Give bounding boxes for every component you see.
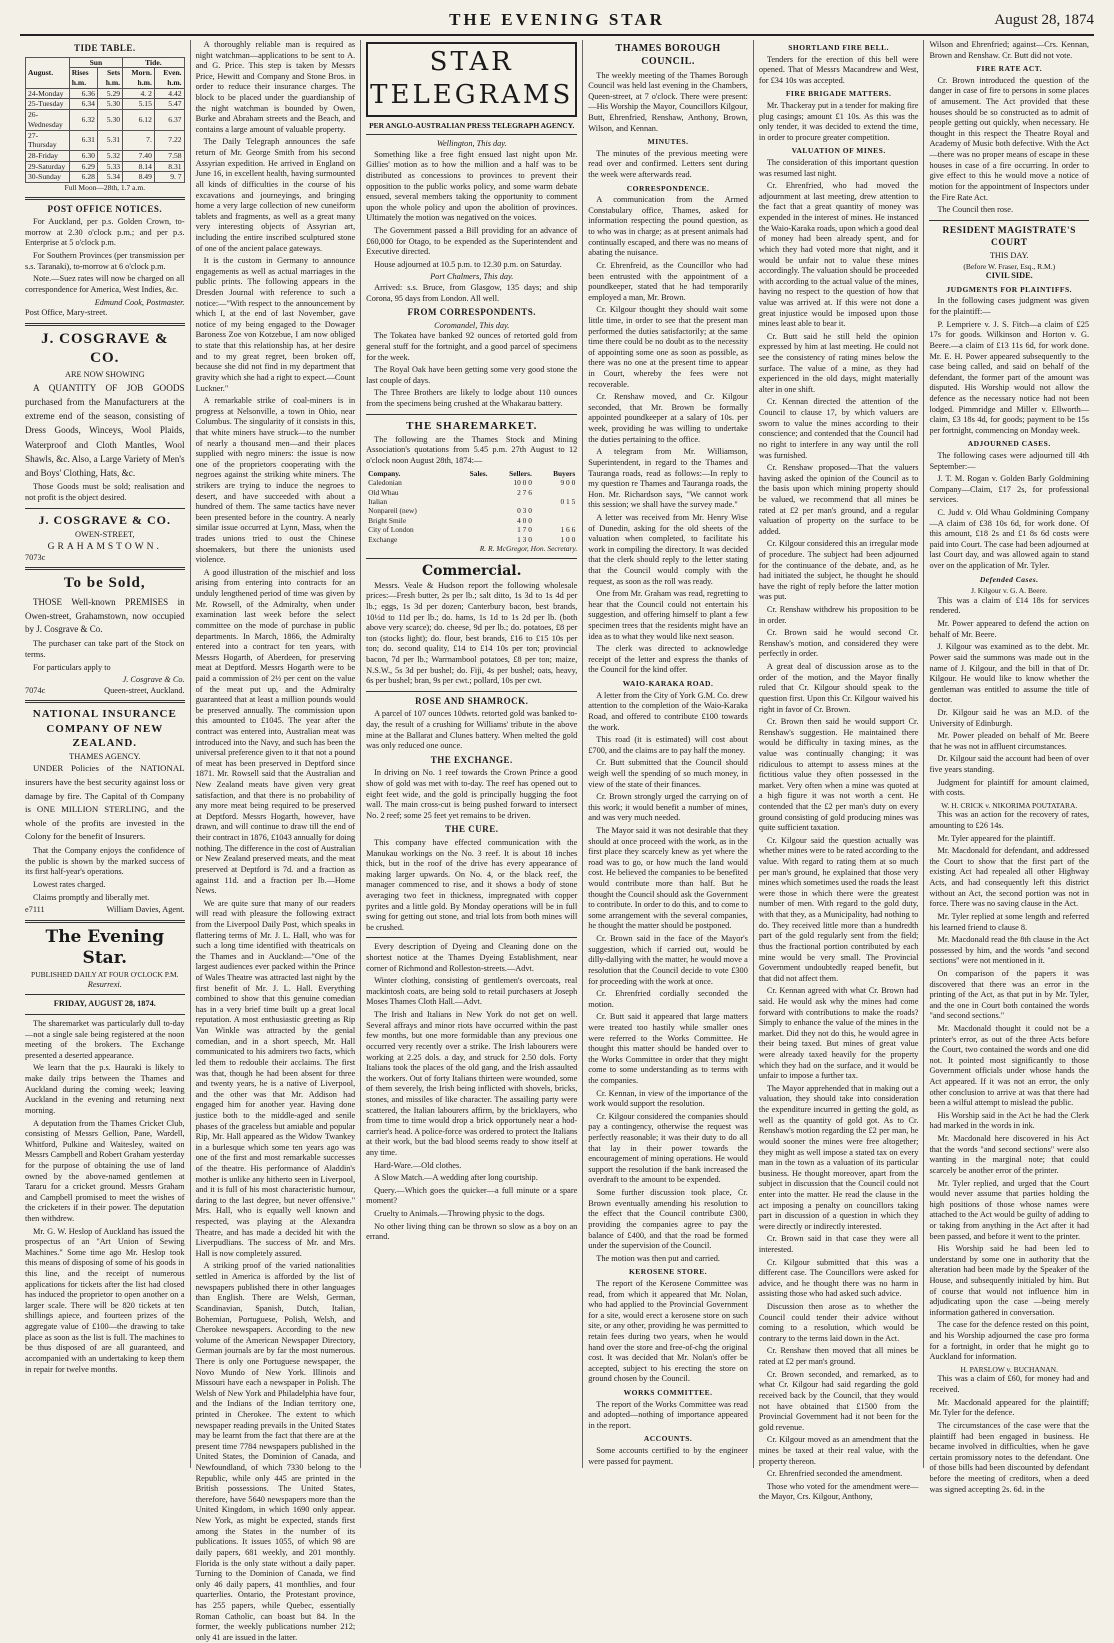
- tide-cell: 5.32: [97, 150, 122, 161]
- tide-col-august: August.: [26, 57, 70, 88]
- corr-6: A letter was received from Mr. Henry Wise of Dunedin, asking for the old sheets of the valuation when completed, to facilitate his work in compiling the directory. It was decided that the clerk should reply to the letter stating that the Council would comply with the request, as soon as the roll was ready.: [588, 512, 748, 586]
- share-table: [366, 469, 577, 545]
- tide-cell: 7.22: [154, 130, 184, 150]
- tide-cell: 5.29: [97, 88, 122, 99]
- joke-thrown: No other living thing can be thrown so slow as a boy on an errand.: [366, 1221, 578, 1242]
- sold-p3: For particulars apply to: [33, 662, 111, 672]
- evening-motto: Resurrexi.: [87, 979, 122, 989]
- tide-col-sun: Sun: [69, 57, 122, 68]
- share-cell: [453, 516, 489, 525]
- share-cell: [453, 478, 489, 487]
- c-3: Mr. Macdonald for defendant, and addressed the Court to show that the first part of the existing Act had repealed all other Highway Acts, and had consequently left this district without an Act, the second portion was not in force. There was no saving clause in the Act.: [929, 846, 1090, 909]
- share-cell: 1 0 0: [560, 534, 576, 544]
- coro-body3: The Three Brothers are likely to lodge about 110 ounces from the specimens being crushed at the Whakarau battery.: [366, 388, 578, 409]
- evening-sub: PUBLISHED DAILY AT FOUR O'CLOCK P.M.: [31, 970, 179, 980]
- joke-slow: A Slow Match.—A wedding after long courtship.: [374, 1173, 538, 1183]
- column-5: [754, 40, 925, 1502]
- works-1: The report of the Works Committee was read and adopted—nothing of importance appeared in the report.: [588, 1399, 748, 1430]
- share-cell: [453, 535, 489, 544]
- rose-body: A parcel of 107 ounces 10dwts. retorted gold was banked to-day, the result of a crushing for Williams' tribute in the above mine at the Ballarat and Clunes battery. When melted the gold was only reduced one ounce.: [366, 709, 578, 751]
- tide-heading: TIDE TABLE.: [73, 43, 136, 53]
- tide-cell: 8.14: [123, 161, 155, 172]
- tide-cell: 5.31: [97, 130, 122, 150]
- joke-hardware: Hard-Ware.—Old clothes.: [374, 1160, 462, 1170]
- commercial-head: Commercial.: [421, 562, 522, 579]
- tide-cell: 30-Sunday: [26, 172, 70, 183]
- val-21: Those who voted for the amendment were—the Mayor, Crs. Kilgour, Anthony,: [758, 1481, 919, 1502]
- c-5: Mr. Macdonald read the 8th clause in the Act possessed by him, and the words "and second sections" were not mentioned in it.: [929, 935, 1090, 966]
- share-row: [366, 497, 577, 506]
- waio-1: A letter from the City of York G.M. Co. drew attention to the completion of the Waio-Karaka Road, and offered to contribute £100 towards the work.: [588, 690, 748, 732]
- column-4: [583, 40, 754, 1468]
- corr-8: The clerk was directed to acknowledge receipt of the letter and express the thanks of the Council for the kind offer.: [588, 644, 748, 675]
- share-cell: 0 1 5: [560, 496, 576, 506]
- val-13: The Mayor apprehended that in making out a valuation, they should take into consideration the expenditure incurred in getting the gold, as well as the quantity of gold got. As to Cr. Renshaw's motion regarding the £2 per man, he would sooner the mines were free altogether; they might as well impose a stated tax on every man in the town as a valuation of its particular business. He thought moreover, apart from the subject in discussion that the Council could not enter into the matter. He read the clause in the act imposing a penalty on councillors taking part in discussion of a question in which they were directly or indirectly interested.: [758, 1083, 919, 1231]
- masthead-title: THE EVENING STAR: [449, 10, 665, 29]
- post-p3: Note.—Suez rates will now be charged on all correspondence for America, West Indies, &c.: [25, 274, 185, 294]
- d-4: Dr. Kilgour said he was an M.D. of the University of Edinburgh.: [929, 707, 1090, 728]
- case2-head: W. H. CRICK v. NIKORIMA POUTATARA.: [941, 800, 1078, 810]
- exch-body: In driving on No. 1 reef towards the Crown Prince a good show of gold was met with to-day. The reef has opened out to eight feet wide, and the gold is principally hugging the foot wall. The main cross-cut is being pushed forward to intersect No. 2 reef; some 25 feet yet remains to be driven.: [366, 768, 578, 820]
- kero-head: KEROSENE STORE.: [628, 1267, 708, 1277]
- sold-ref: 7074c: [25, 685, 46, 695]
- rate-1: Cr. Brown introduced the question of the danger in case of fire to persons in some places of amusement. The Act provided that these houses should be so constructed as to admit of people getting out quickly, when necessary. He thought in this respect the Theatre Royal and Academy of Music both defective. With the Act—there was no proper means of escape in these houses in case of a fire occurring. In order to give effect to this he would move a notice of motion for the appointment of Inspectors under the Fire Rate Act.: [929, 75, 1090, 202]
- adj-head: ADJOURNED CASES.: [967, 439, 1051, 449]
- val-19: Cr. Kilgour moved as an amendment that the mines be taxed at their real value, with the property thereon.: [758, 1435, 919, 1466]
- masthead: [20, 8, 1094, 36]
- waio-4: Cr. Brown strongly urged the carrying on of this work; it would benefit a number of mines, and was very much needed.: [588, 792, 748, 823]
- share-cell: 1 7 0: [517, 525, 532, 535]
- j-1: In the following cases judgment was given for the plaintiff:—: [929, 296, 1090, 317]
- val-head: VALUATION OF MINES.: [791, 146, 886, 156]
- d-7: Judgment for plaintiff for amount claimed, with costs.: [929, 777, 1090, 798]
- agency-line: PER ANGLO-AUSTRALIAN PRESS TELEGRAPH AGENCY.: [369, 120, 575, 130]
- star-telegrams-banner: [366, 42, 577, 117]
- share-col-sales: Sales.: [469, 468, 488, 478]
- tide-cell: 4.42: [154, 88, 184, 99]
- fb-1: Tenders for the erection of this bell were opened. That of Messrs Macandrew and West, for £34 10s was accepted.: [758, 54, 919, 85]
- tide-row: [26, 161, 185, 172]
- d-3: J. Kilgour was examined as to the debt. Mr. Power said the summons was made out in the name of J. Kilgour, and the bill in that of Dr. Kilgour. He would like to know whether the gentleman was entitled to assume the title of doctor.: [929, 642, 1090, 705]
- val-15: Cr. Kilgour submitted that this was a different case. The Councillors were asked for advice, and he thought there was no harm in assisting those who had asked such advice.: [758, 1257, 919, 1299]
- evening-title: The Evening Star.: [45, 926, 165, 969]
- civil-side: CIVIL SIDE.: [985, 271, 1033, 281]
- works-head: WORKS COMMITTEE.: [623, 1388, 713, 1398]
- tide-cell: 27-Thursday: [26, 130, 70, 150]
- corr-2: Cr. Ehrenfreid, as the Councillor who had been entrusted with the appointment of a poundkeeper, stated that he had temporarily employed a man, Mr. Brown.: [588, 260, 748, 302]
- tide-cell: 6.28: [69, 172, 97, 183]
- coro-body: The Tokatea have banked 92 ounces of retorted gold from general stuff for the fortnight, and a good parcel of specimens for the week.: [366, 331, 578, 362]
- tide-cell: 5.33: [97, 161, 122, 172]
- c-8: His Worship said in the Act he had the Clerk had marked in the words in ink.: [929, 1110, 1090, 1131]
- judg-head: JUDGMENTS FOR PLAINTIFFS.: [946, 284, 1073, 294]
- post-sig: Edmund Cook, Postmaster.: [94, 297, 185, 307]
- waio-9: Cr. Kennan, in view of the importance of the work would support the resolution.: [588, 1088, 748, 1109]
- commercial-body: Messrs. Veale & Hudson report the following wholesale prices:—Fresh butter, 2s per lb.; salt ditto, 1s 3d to 1s 4d per lb.; eggs, 1s 3d per dozen; Canterbury bacon, best brands, 10½d to 11d per lb.; do. hams, 1s 1d to 1s 2d per lb. (both above very scarce); do. cheese, 9d per lb.; do. potatoes, £8 per ton (stocks light); do. flour, best brands, £16 to £15 10s per ton; do. second quality, £14 to £14 10s per ton; provincial bacon, 7d per lb.; Warrnambool potatoes, £8 per ton; maize, N.S.W., 5s 3d per bushel; do. Fiji, 4s per bushel; oats, heavy, 6s per bushel; bran, 9s per cwt.; pollard, 10s per cwt.: [366, 580, 578, 686]
- share-row: [366, 488, 577, 497]
- tide-cell: 5.47: [154, 99, 184, 110]
- val-20: Cr. Ehrenfried seconded the amendment.: [766, 1469, 903, 1479]
- c-1: This was an action for the recovery of rates, amounting to £26 14s.: [929, 810, 1090, 831]
- evening-p3: A deputation from the Thames Cricket Club, consisting of Messrs Gellion, Pane, Wardell, Whitford, Pulkine and Waitesley, waited on Messrs Campbell and Robert Graham yesterday for the purpose of obtaining the use of land owned by the above-named gentlemen at Tararu for a cricket ground. Messrs Graham and Campbell promised to meet the wishes of the cricketers if in their power. The deputation then withdrew.: [25, 1118, 185, 1223]
- waio-8: Cr. Butt said it appeared that large matters were treated too hastily while smaller ones were referred to the Works Committee. He thought this matter should be handed over to the Works Committee in order that they might come to some understanding as to terms with the companies.: [588, 1012, 748, 1085]
- wel-body2: The Government passed a Bill providing for an advance of £60,000 for Otago, to be expended as the Superintendent and Executive directed.: [366, 226, 578, 257]
- column-6: [924, 40, 1094, 1494]
- val-16: Discussion then arose as to whether the Council could tender their advice without coming to a resolution, which would be contrary to the terms laid down in the Act.: [758, 1302, 919, 1343]
- joke-cruelty: Cruelty to Animals.—Throwing physic to the dogs.: [374, 1209, 545, 1219]
- share-head: THE SHAREMARKET.: [406, 419, 538, 432]
- post-addr: Post Office, Mary-street.: [25, 308, 108, 318]
- share-cell: 9 0 0: [560, 478, 576, 488]
- val-17: Cr. Renshaw then moved that all mines be rated at £2 per man's ground.: [758, 1346, 919, 1367]
- coro-body2: The Royal Oak have been getting some very good stone the last couple of days.: [366, 365, 578, 385]
- share-cell: 2 7 6: [517, 487, 532, 497]
- vote-result: Wilson and Ehrenfried; against—Crs. Kennan, Brown and Renshaw. Cr. Butt did not vote.: [929, 40, 1090, 60]
- case3-head: H. PARSLOW v. BUCHANAN.: [960, 1364, 1058, 1374]
- c-2: Mr. Tyler appeared for the plaintiff.: [937, 833, 1056, 843]
- insurance-p4: Claims promptly and liberally met.: [33, 892, 150, 902]
- val-2: Cr. Ehrenfried, who had moved the adjournment at last meeting, drew attention to the fact that a great quantity of money was expended in the interest of mines. He instanced the Waio-Karaka roads, upon which a good deal of money had been already spent, and for which they had voted more that night, and it would be unfair not to value these mines accordingly. The valuation should be proceeded with according to the actual value of the mines, having no respect to the question of how that value was arrived at. If this were not done a great injustice would be imposed upon those mines least able to bear it.: [758, 181, 919, 329]
- e-3: The circumstances of the case were that the plaintiff had been engaged in business. He became involved in difficulties, when he gave certain promissory notes to the defendant. One of those bills had been discounted by defendant before the meeting of creditors, when a deed was signed accepting 2s. 6d. in the: [929, 1420, 1090, 1494]
- share-cell: [453, 525, 489, 534]
- corr-1: A communication from the Armed Constabulary office, Thames, asked for information respecting the pound question, as to who was in charge; as at present animals had continually escaped, and there was no means of abating the nuisance.: [588, 195, 748, 258]
- tide-col-sets: Sets h.m.: [97, 68, 122, 88]
- cosgrave-sub: ARE NOW SHOWING: [64, 370, 145, 380]
- corr-3: Cr. Kilgour thought they should wait some little time, in order to see that the present man performed the duties satisfactorily; at the same time there could be no doubt as to the necessity of appointing some one as soon as possible, as there was no one at the present time to appear in Court, whereby the fees were not recoverable.: [588, 305, 748, 389]
- share-col-company: Company.: [368, 468, 401, 478]
- c-7: Mr. Macdonald thought it could not be a printer's error, as out of the three Acts before the Court, two contained the words and one did not. It pointed most significantly to those Government officials under whose hands the Act appeared. If it was not an error, the only other conclusion to arrive at was that there had been a wilful attempt to mislead the public.: [929, 1024, 1090, 1108]
- minutes-head: MINUTES.: [647, 137, 689, 147]
- irish-story: The Irish and Italians in New York do not get on well. Several affrays and minor riots have occurred within the past few months, but one more formidable than any previous one occurred very recently over a strike. The Irish labourers were working at 2.25 dols. a day, and struck for 2.50 dols. Forty Italians took the places of the old gang, and the Irish assaulted the workers. Out of forty Italians thirteen were wounded, some of them severely, the Irish being inflicted with shovels, bricks, stones, and missiles of like character. The assailing party were scattered, the Italian labourers affirm, by the bricklayers, who from time to time would drop a brick opportunely near a hod-carrier's head. A police-force was ordered to protect the Italians at their work, but the bad blood seems ready to show itself at any time.: [366, 1010, 578, 1157]
- fbm-head: FIRE BRIGADE MATTERS.: [785, 89, 892, 99]
- c-10: Mr. Tyler replied, and urged that the Court would never assume that parties holding the high positions of those whose names were attached to the Act would be guilty of adding to or taking from anything in the Act after it had been passed, and before it went to the printer.: [929, 1178, 1090, 1241]
- pc-body: Arrived: s.s. Bruce, from Glasgow, 135 days; and ship Corona, 95 days from London. All well.: [366, 283, 578, 303]
- cosgrave-note: Those Goods must be sold; realisation and not profit is the object desired.: [25, 482, 185, 503]
- share-cell: [490, 497, 534, 506]
- evening-p1: The sharemarket was particularly dull to-day—not a single sale being registered at the noon meeting of the brokers. The Exchange presented a deserted appearance.: [25, 1019, 185, 1060]
- tide-cell: 5.30: [97, 99, 122, 110]
- share-col-buyers: Buyers: [553, 468, 576, 478]
- acc-1: Some accounts certified to by the engineer were passed for payment.: [588, 1446, 748, 1466]
- share-cell: 1 6 6: [560, 525, 576, 535]
- waio-2: This road (it is estimated) will cost about £700, and the claims are to pay half the money.: [588, 735, 748, 755]
- d-5: Mr. Power pleaded on behalf of Mr. Beere that he was not in affluent circumstances.: [929, 731, 1090, 751]
- minutes: The minutes of the previous meeting were read over and confirmed. Letters sent during the week were afterwards read.: [588, 148, 748, 180]
- column-2: [191, 40, 362, 1642]
- col2-p4: A remarkable strike of coal-miners is in progress at Nelsonville, a town in Ohio, near Columbus. The singularity of it consists in this, that white miners have struck—to the number of nearly a thousand men—and their places supplied with negro miners: the issue is now one of the proprietors cooperating with the negroes against the striking white miners. The strikers are trying to induce the negroes to desert, and have succeeded with about a hundred of them. The same tactics have never been presented before in the country. A nearly similar issue occurred at Lynn, Mass, when the trades unions tried to oust the Chinese shoemakers, but there the unionists used violence.: [195, 396, 356, 565]
- share-cell: Caledonian: [368, 478, 402, 488]
- share-cell: Old Whau: [368, 487, 399, 497]
- fbm-1: Mr. Thackeray put in a tender for making fire plug casings; amount £1 10s. As this was the only tender, it was decided to extend the time, in order to procure greater competition.: [758, 101, 919, 142]
- waio-5: The Mayor said it was not desirable that they should at once proceed with the work, as in the first place they scarcely knew as yet where the road was to go, or how much the land would cost. He believed the companies to be benefited would contribute more than half. But he thought the Council should ask the Government to contribute. In order to do this, and to come to some arrangement with the several companies, he thought the matter should be postponed.: [588, 825, 748, 931]
- val-1: The consideration of this important question was resumed last night.: [758, 158, 919, 178]
- cosgrave-name: J. COSGRAVE & CO.: [41, 330, 169, 366]
- column-3: [361, 40, 583, 1468]
- corr-5: A telegram from Mr. Williamson, Superintendent, in regard to the Thames and Tauranga roads, read as follows:—In reply to my question re Thames and Tauranga roads, the Hon. Mr. Richardson says, "We cannot work this session; we shall have the survey made.": [588, 447, 748, 510]
- sold-body: THOSE Well-known PREMISES in Owen-street, Grahamstown, now occupied by J. Cosgrave & Co.: [25, 596, 185, 635]
- c-11: His Worship said he had been led to understand by some one in authority that the alteration had been made by the Speaker of the House, and subsequently initialed by him. But of course that would not influence him in adjudicating upon the case —being merely information gathered in conversation.: [929, 1244, 1090, 1317]
- tide-cell: 7.40: [123, 150, 155, 161]
- tide-cell: 28-Friday: [26, 150, 70, 161]
- d-6: Dr. Kilgour said the account had been of over five years standing.: [929, 754, 1090, 774]
- sold-sig: J. Cosgrave & Co.: [122, 675, 185, 685]
- tide-cell: 8.49: [123, 172, 155, 183]
- j-2: P. Lempriere v. J. S. Fitch—a claim of £25 17s for goods. Wilkinson and Horton v. G. Beere.—a claim of £13 11s 6d, for work done. Mr. E. H. Power appeared subsequently to the case being called, and said on behalf of the defendant, the former part of the amount was disputed. His Worship would not allow the defence as the necessary notice had not been lodged. Pimmridge and Miller v. Ellworth—claim, £3 18s 4d, for goods; payment to be 15s per fortnight, commencing on Monday week.: [929, 319, 1090, 435]
- tide-cell: 7.58: [154, 150, 184, 161]
- share-row: [366, 478, 577, 487]
- cosgrave-street: OWEN-STREET,: [75, 530, 135, 540]
- evening-p2: We learn that the p.s. Hauraki is likely to make daily trips between the Thames and Auckland during the coming week; leaving Auckland in the evening and returning next morning.: [25, 1063, 185, 1115]
- e-1: This was a claim of £60, for money had and received.: [929, 1374, 1090, 1395]
- tide-col-tide: Tide.: [123, 57, 184, 68]
- masthead-date: August 28, 1874: [994, 12, 1094, 28]
- rm-day: THIS DAY.: [989, 251, 1029, 261]
- val-18: Cr. Brown seconded, and remarked, as to what Cr. Kilgour had said regarding the gold received back by the Council, that they would not have obtained that £1500 from the Provincial Government had it not been for the gold revenue.: [758, 1369, 919, 1432]
- corr-4: Cr. Renshaw moved, and Cr. Kilgour seconded, that Mr. Brown be formally appointed poundkeeper at a salary of 10s. per week, providing he was willing to undertake the duties pertaining to the office.: [588, 392, 748, 444]
- rose-head: ROSE AND SHAMROCK.: [415, 695, 529, 706]
- tide-cell: 6.31: [69, 130, 97, 150]
- share-cell: 1 3 0: [517, 534, 532, 544]
- tide-moon: Full Moon—28th, 1.7 a.m.: [64, 183, 146, 193]
- tide-row: [26, 130, 185, 150]
- tide-cell: 6.36: [69, 88, 97, 99]
- c-9: Mr. Macdonald here discovered in his Act that the words "and second sections" were also wanting in the marginal note; that could scarcely be another error of the printer.: [929, 1134, 1090, 1175]
- rm-before: (Before W. Fraser, Esq., R.M.): [963, 261, 1056, 271]
- tide-cell: 6.37: [154, 110, 184, 130]
- share-cell: Italian: [368, 496, 388, 506]
- share-cell: 10 0 0: [513, 478, 532, 488]
- wel-head: Wellington, This day.: [436, 139, 507, 149]
- tide-row: [26, 110, 185, 130]
- val-5: Cr. Renshaw proposed—That the valuers having asked the opinion of the Council as to the basis upon which mining property should be valued, we recommend that all mines be rated at £2 per man's ground, and a regular valuation of property on the surface to be added.: [758, 463, 919, 536]
- share-cell: [534, 516, 577, 525]
- tide-cell: 8.31: [154, 161, 184, 172]
- tide-row: [26, 88, 185, 99]
- post-heading: POST OFFICE NOTICES.: [47, 203, 163, 214]
- tide-cell: 25-Tuesday: [26, 99, 70, 110]
- tide-row: [26, 172, 185, 183]
- val-14: Cr. Brown said in that case they were all interested.: [758, 1234, 919, 1254]
- share-cell: [453, 488, 489, 497]
- cosgrave-town: GRAHAMSTOWN.: [47, 541, 162, 552]
- sold-addr: Queen-street, Auckland.: [104, 685, 185, 695]
- col2-p1: A thoroughly reliable man is required as night watchman—applications to be sent to A. and G. Price. This step is taken by Messrs Price, Hewitt and Company and Stone Bros. in order to reduce their insurance charges. The block to be placed under the guardianship of the night watchman is bounded by Owen, Burke and Abraham streets and the Beach, and contains a large amount of valuable property.: [195, 40, 356, 134]
- star-telegrams-title: STAR TELEGRAMS: [370, 47, 574, 111]
- tide-cell: 26-Wednesday: [26, 110, 70, 130]
- tide-cell: 29-Saturday: [26, 161, 70, 172]
- rm-head: RESIDENT MAGISTRATE'S COURT: [942, 225, 1076, 248]
- kero-1: The report of the Kerosene Committee was read, from which it appeared that Mr. Nolan, who had applied to the Provincial Government for a site, would erect a kerosene store on such site, or any other, providing he was permitted to retain fees during two years, when he would hand over the store and free-of-chg the original cost. It was decided that Mr. Nolan's offer be accepted, subject to his erecting the store on ground chosen by the Council.: [588, 1278, 748, 1384]
- share-row: [366, 506, 577, 515]
- share-cell: [534, 488, 577, 497]
- ad-dyeing: Every description of Dyeing and Cleaning done on the shortest notice at the Thames Dyeing Establishment, near corner of Richmond and Rolleston-streets.—Advt.: [366, 942, 578, 973]
- adj-3: C. Judd v. Old Whau Goldmining Company—A claim of £38 10s 6d, for work done. Of this amount, £18 2s and £1 8s 6d costs were paid into Court. The case had been adjourned at last Court day, and was allowed again to stand over on the application of Mr. Tyler.: [929, 508, 1090, 571]
- c-6: On comparison of the papers it was discovered that there was an error in the printing of the Act, as that put in by Mr. Tyler, and the one in Court both contained the words "and second sections.": [929, 968, 1090, 1021]
- tide-cell: 24-Monday: [26, 88, 70, 99]
- adj-1: The following cases were adjourned till 4th September:—: [929, 450, 1090, 471]
- council-p1: The weekly meeting of the Thames Borough Council was held last evening in the Chambers, Queen-street, at 7 o'clock. There were present:—His Worship the Mayor, Councillors Kilgour, Butt, Ehrenfried, Renshaw, Anthony, Brown, Wilson, and Kennan.: [588, 70, 748, 133]
- val-6: Cr. Kilgour considered this an irregular mode of procedure. The subject had been adjourned for the continuance of the debate, and, as he had initiated the subject, he thought he should have the right of reply before the latter motion was put.: [758, 539, 919, 602]
- val-7: Cr. Renshaw withdrew his proposition to be in order.: [758, 605, 919, 625]
- post-p2: For Southern Provinces (per transmission per s.s. Taranaki), to-morrow at 6 o'clock p.m.: [25, 251, 185, 271]
- post-p1: For Auckland, per p.s. Golden Crown, to-morrow at 2.30 o'clock p.m.; and per p.s. Enterprise at 5 o'clock p.m.: [25, 217, 185, 248]
- evening-dateline: FRIDAY, AUGUST 28, 1874.: [53, 999, 156, 1009]
- corr4-head: CORRESPONDENCE.: [626, 183, 710, 193]
- share-intro: The following are the Thames Stock and Mining Association's quotations from 5.45 p.m. 27th August to 12 o'clock noon August 28th, 1874:—: [366, 434, 578, 465]
- tide-cell: 6.34: [69, 99, 97, 110]
- share-sig: R. R. McGregor, Hon. Secretary.: [479, 544, 578, 554]
- fb-head: SHORTLAND FIRE BELL.: [788, 43, 890, 52]
- tide-cell: 9. 7: [154, 172, 184, 183]
- insurance-p1: UNDER Policies of the NATIONAL insurers have the best security against loss or damage by fire. The Capital of th Company is ONE MILLION STERLING, and the whole of the profits are invested in the Colony for the benefit of Insurers.: [25, 763, 185, 842]
- val-3: Cr. Butt said he still held the opinion expressed by him at last meeting. He could not see the consistency of rating mines below the surface. The value of a mine, as they had experienced in the old days, might materially alter in one shift.: [758, 331, 919, 394]
- cure-body: This company have effected communication with the Manukau workings on the No. 3 reef. It is about 18 inches thick, but in the roof of the drive has every appearance of making larger upwards. On No. 4, or the black reef, the manager commenced to rise, and it shows a body of stone averaging two feet in thickness, impregnated with copper pyrites and a little gold. By Monday operations will be in full swing for getting out stone, and trial lots from both mines will be crushed.: [366, 837, 578, 932]
- c-4: Mr. Tyler replied at some length and referred his learned friend to clause 8.: [929, 911, 1090, 932]
- share-row: [366, 516, 577, 525]
- wel-body3: House adjourned at 10.5 p.m. to 12.30 p.m. on Saturday.: [374, 259, 562, 269]
- tide-cell: 6.12: [123, 110, 155, 130]
- joke-query: Query.—Which goes the quicker—a full minute or a spare moment?: [366, 1185, 578, 1206]
- share-cell: [453, 506, 489, 515]
- tide-cell: 6.30: [69, 150, 97, 161]
- insurance-sub: THAMES AGENCY.: [69, 751, 141, 761]
- cosgrave-ref: 7073c: [25, 552, 46, 562]
- share-cell: Nonpareil (new): [368, 506, 417, 516]
- insurance-heading: NATIONAL INSURANCE COMPANY OF NEW ZEALAND.: [32, 708, 177, 749]
- waio-7: Cr. Ehrenfried cordially seconded the motion.: [588, 989, 748, 1009]
- val-11: Cr. Kilgour said the question actually was whether mines were to be rated according to the value. With regard to rating them at so much per man's ground, he explained that those very mines which sometimes used the roads the least were those in which there were the greatest number of men. With regard to the gold duty, with that they, as a Municipality, had nothing to do. They received little more than a hundredth part of the gold regularly sent from the field; thus the fractional portion contributed by each mine would be very small. The Provincial Government undoubtedly reaped benefit, but that did not affect them.: [758, 835, 919, 983]
- tide-row: [26, 99, 185, 110]
- rate-2: The Council then rose.: [937, 205, 1014, 215]
- tide-col-morn: Morn. h.m.: [123, 68, 155, 88]
- d-2: Mr. Power appeared to defend the action on behalf of Mr. Beere.: [929, 619, 1090, 639]
- insurance-ref: e7111: [25, 905, 45, 915]
- tide-cell: 5.30: [97, 110, 122, 130]
- cure-head: THE CURE.: [444, 824, 499, 835]
- val-10: Cr. Brown then said he would support Cr. Renshaw's suggestion. He maintained there would be difficulty in taxing mines, as the value was continually changing; it was ridiculous to attempt to assess mines at the fictitious value they often possessed in the market. Very often when a mine was quoted at a high figure it was not worth a cent. He contended that the £2 per man's duty on every ground consisting of gold producing mines was quite sufficient taxation.: [758, 717, 919, 833]
- tide-col-even: Even. h.m.: [154, 68, 184, 88]
- pc-head: Port Chalmers, This day.: [430, 272, 514, 282]
- corr-head: FROM CORRESPONDENTS.: [407, 307, 536, 318]
- share-row: [366, 525, 577, 534]
- insurance-sig: William Davies, Agent.: [106, 905, 185, 915]
- tide-cell: 5.15: [123, 99, 155, 110]
- col2-p7: A striking proof of the varied nationalities settled in America is afforded by the list of newspapers published there in other languages than English. There are Welsh, German, Scandinavian, Spanish, Dutch, Italian, Bohemian, Portuguese, Polish, Welsh, and Cherokee newspapers. According to the new volume of the American Newspaper Directory, German journals are by far the most numerous. There is only one Portuguese newspaper, the Novo Mundo of New York. Illinois and Missouri have each a newspaper in Polish. The Welsh of New York and Philadelphia have four, and the Indians of the Indian territory one, printed in Cherokee. The extent to which newspaper reading prevails in the United States may be learnt from the fact that there are at the present time 7784 newspapers published in the United States, the Dominion of Canada, and Newfoundland, of which 7330 belong to the Republic, while only 445 are printed in the British possessions. The United States, therefore, have 5640 newspapers more than the United Kingdom, in which 1690 only appear. New York, as might be expected, stands first among the States in the number of its publications. It issues 1055, of which 98 are daily papers, 681 weekly, and 201 monthly. Florida is the only state without a daily paper. Turning to the Dominion of Canada, we find only 46 daily papers, 41 monthlies, and four quarterlies. Ontario, the Protestant province, has 255 papers, while Quebec, essentially Roman Catholic, can boast but 84. In the former, the weekly publications number 212; only 41 are issued in the latter.: [195, 1261, 356, 1642]
- wel-body: Something like a free fight ensued last night upon Mr. Gillies' motion as to how the million and a half was to be distributed as concessions to provinces to prevent their opposition to the public works policy, and some warm debate ensued, several members taking the opportunity to comment upon the whole policy and upon the abolition of provinces. Ultimately the motion was negatived on the voices.: [366, 149, 578, 223]
- val-4: Cr. Kennan directed the attention of the Council to clause 17, by which valuers are sworn to value the mines according to their conscience; and contended that the Council had no right to interfere in any way until the roll was furnished.: [758, 397, 919, 460]
- tide-cell: 5.34: [97, 172, 122, 183]
- val-12: Cr. Kennan agreed with what Cr. Brown had said. He would ask why the mines had come forward with contributions to make the roads? Simply to enhance the value of the mines in the market. Did they not do this, he would agree in their being taxed. But mines of great value were already taxed heavily for the property which they had on the surface, and it would be unfair to impose a further tax.: [758, 986, 919, 1081]
- share-cell: 4 0 0: [517, 515, 532, 525]
- tide-col-rises: Rises h.m.: [69, 68, 97, 88]
- evening-p4: Mr. G. W. Heslop of Auckland has issued the prospectus of an "Art Union of Sewing Machines." Some time ago Mr. Heslop took this means of disposing of some of his goods in this line, and the receipt of numerous applications for tickets after the list had closed has induced the proprietor to open another on a larger scale. There will be 820 tickets at ten shillings apiece, and fourteen prizes of the aggregate value of £100—the drawing to take place as soon as the list is full. The machines to be thus disposed of are all guaranteed, and accompanied with an undertaking to keep them in repair for twelve months.: [25, 1226, 185, 1374]
- tide-cell: 6.29: [69, 161, 97, 172]
- share-col-sellers: Sellers.: [509, 468, 532, 478]
- rate-head: FIRE RATE ACT.: [976, 64, 1043, 74]
- sold-heading: To be Sold,: [63, 575, 146, 592]
- ad-clothing: Winter clothing, consisting of gentlemen's overcoats, real mackintosh coats, are being sold to retail purchasers at Joseph Moses Thames Cloth Hall.—Advt.: [366, 976, 578, 1007]
- col2-p2: The Daily Telegraph announces the safe return of Mr. George Smith from his second Assyrian expedition. He arrived in England on June 16, in excellent health, having surmounted all kinds of difficulties in the course of his excavations and journeyings, and bringing home a very large collection of new cuneiform tablets and fragments, as well as a great many very interesting objects of Assyrian art, including the entire inscribed sculptured stone of one of the ancient palace gateways.: [195, 137, 356, 253]
- tide-cell: 4. 2: [123, 88, 155, 99]
- def-sub: J. Kilgour v. G. A. Beere.: [971, 586, 1048, 596]
- c-12: The case for the defence rested on this point, and his Worship adjourned the case pro forma for a fortnight, in order that he might go to Auckland for information.: [929, 1320, 1090, 1362]
- share-cell: Exchange: [368, 534, 398, 544]
- col2-p5: A good illustration of the mischief and loss arising from entering into contracts for an unduly lengthened period of time was given by Mr. Rowsell, of the Admiralty, when under examination last week before the select committee on the mode of purchase in public departments. In March, 1866, the Admiralty entered into a contract for ten years, with Messrs Hogarth, of Aberdeen, for preserving meat at Deptford. Messrs Hogarth were to be paid a commission of 2½ per cent on the value of the meat put up, and the Admiralty guaranteed that at least a million pounds would be preserved annually. The commission upon this amounted to £1045. The year after the contract was entered into, Australian meat was introduced into the Navy, and such has been the universal preference given to it that not a pound of meat has been preserved in Deptford since 1871. Mr. Rowsell said that the Australian and New Zealand meats have given very great satisfaction, and that there is no probability of any more meat being required to be preserved at Deptford. Messrs Hogarth, however, have drawn, and will continue to draw till the end of their contract in 1876, £1043 annually for doing nothing. The difference in the cost of Australian or New Zealand preserved meats, and the meat preserved at Deptford is 7d. and a fraction as against 11d. and a fraction per lb.—Home News.: [195, 567, 356, 896]
- cosgrave-body: A QUANTITY OF JOB GOODS purchased from the Manufacturers at the extreme end of the season, consisting of Dress Goods, Winceys, Wool Plaids, Waterproof and Cloth Mantles, Wool Shawls, &c. Also, a Large Variety of Men's and Boys' Clothing, Hats, &c.: [25, 382, 185, 479]
- sold-p2: The purchaser can take part of the Stock on terms.: [25, 639, 185, 660]
- coro-head: Coromandel, This day.: [434, 320, 510, 330]
- share-cell: [534, 506, 577, 515]
- tide-cell: 7.: [123, 130, 155, 150]
- share-cell: City of London: [368, 525, 414, 535]
- d-1: This was a claim of £14 18s for services rendered.: [929, 595, 1090, 616]
- val-9: A great deal of discussion arose as to the order of the motion, and the Mayor finally ruled that Cr. Kilgour should speak to the question first. Upon this Cr. Kilgour waived his right in favor of Cr. Brown.: [758, 662, 919, 714]
- corr-7: One from Mr. Graham was read, regretting to hear that the Council could not entertain his suggestion, and offering himself to plant a few specimen trees that the residents might have an idea as to what they would like next season.: [588, 589, 748, 641]
- cosgrave-name2: J. COSGRAVE & CO.: [38, 512, 172, 527]
- waio-6: Cr. Brown said in the face of the Mayor's suggestion, which if carried out, would be dilly-dallying with the matter, he would move a resolution that the Council decide to vote £300 for proceeding with the work at once.: [588, 934, 748, 986]
- share-cell: 0 3 0: [517, 506, 532, 516]
- tide-row: [26, 150, 185, 161]
- col2-p3: It is the custom in Germany to announce engagements as well as actual marriages in the public prints. The following appears in the Dresden Journal with reference to such a notice:—"With respect to the announcement by which I, at the end of last November, gave notice of my being engaged to the Dowager Baroness Zoe von Kotzebue, I am now obliged to state that this relationship has, at her desire and to my great regret, been broken off, because she did not find in my department that gravity which she had a right to expect.—Count Luckner.": [195, 256, 356, 393]
- col2-p6: We are quite sure that many of our readers will read with pleasure the following extract from the Liverpool Daily Post, which speaks in flattering terms of Mr. J. L. Hall, who was for such a long time identified with theatricals on the Thames and in Auckland:—"One of the largest audiences ever packed within the Prince of Wales Theatre was attracted last night by the first benefit of Mr. J. L. Hall. Everything combined to show that this genuine comedian has in a very brief time built up a great local reputation. A most enthusiastic greeting as Rip Van Winkle was attracted by the genial comedian, and in a short speech, Mr. Hall communicated to his admirers two facts, which led them to redouble their acclaims. The first was that, though he had been absent for three and twenty years, he is a native of Liverpool, and the other was that Mr. Addison had engaged him for another year. Having done justice both to the middle-aged and senile phases of the graceless but amiable and popular Rip, Mr. Hall appeared as the Widow Twankey in a burlesque which some ten years ago was one of the first and most remarkable successes of the theatre. His performance of Aladdin's mother is unlike any hitherto seen in Liverpool, and it is full of his most characteristic humour, daring to the last degree, but never offensive." Mrs. Hall, who is equally well known and respected, was playing at the Alexandra Theatre, and has made a decided hit with the Liverpudlians. The success of Mr. and Mrs. Hall is now completely assured.: [195, 898, 356, 1258]
- insurance-p2: That the Company enjoys the confidence of the public is shown by the marked success of its first half-year's operations.: [25, 846, 185, 877]
- column-1: [20, 40, 191, 1468]
- share-row: [366, 535, 577, 544]
- acc-head: ACCOUNTS.: [643, 1434, 693, 1444]
- e-2: Mr. Macdonald appeared for the plaintiff; Mr. Tyler for the defence.: [929, 1397, 1090, 1418]
- waio-12: The motion was then put and carried.: [596, 1253, 721, 1263]
- tide-table: [25, 57, 185, 184]
- share-cell: Bright Smile: [368, 515, 407, 525]
- def-head: Defended Cases.: [979, 574, 1039, 584]
- tide-cell: 6.32: [69, 110, 97, 130]
- council-heading: THAMES BOROUGH COUNCIL.: [615, 43, 721, 67]
- share-cell: [453, 497, 489, 506]
- waio-11: Some further discussion took place, Cr. Brown eventually amending his resolution to the effect that the Council contribute £300, providing the companies agree to pay the balance of £400, and that the road be formed under the supervision of the Council.: [588, 1188, 748, 1251]
- insurance-p3: Lowest rates charged.: [33, 879, 106, 889]
- val-8: Cr. Brown said he would second Cr. Renshaw's motion, and considered they were perfectly in order.: [758, 628, 919, 659]
- waio-head: WAIO-KARAKA ROAD.: [622, 679, 714, 689]
- adj-2: J. T. M. Rogan v. Golden Barly Goldmining Company—Claim, £17 2s, for professional services.: [929, 474, 1090, 505]
- waio-3: Cr. Butt submitted that the Council should weigh well the spending of so much money, in view of the state of their finances.: [588, 758, 748, 789]
- waio-10: Cr. Kilgour considered the companies should pay a contingency, otherwise the request was perfectly reasonable; it was their duty to do all that lay in their power towards the encouragement of mining operations. He would support the resolution if the bank increased the overdraft to the amount to be expended.: [588, 1111, 748, 1185]
- exch-head: THE EXCHANGE.: [430, 754, 513, 765]
